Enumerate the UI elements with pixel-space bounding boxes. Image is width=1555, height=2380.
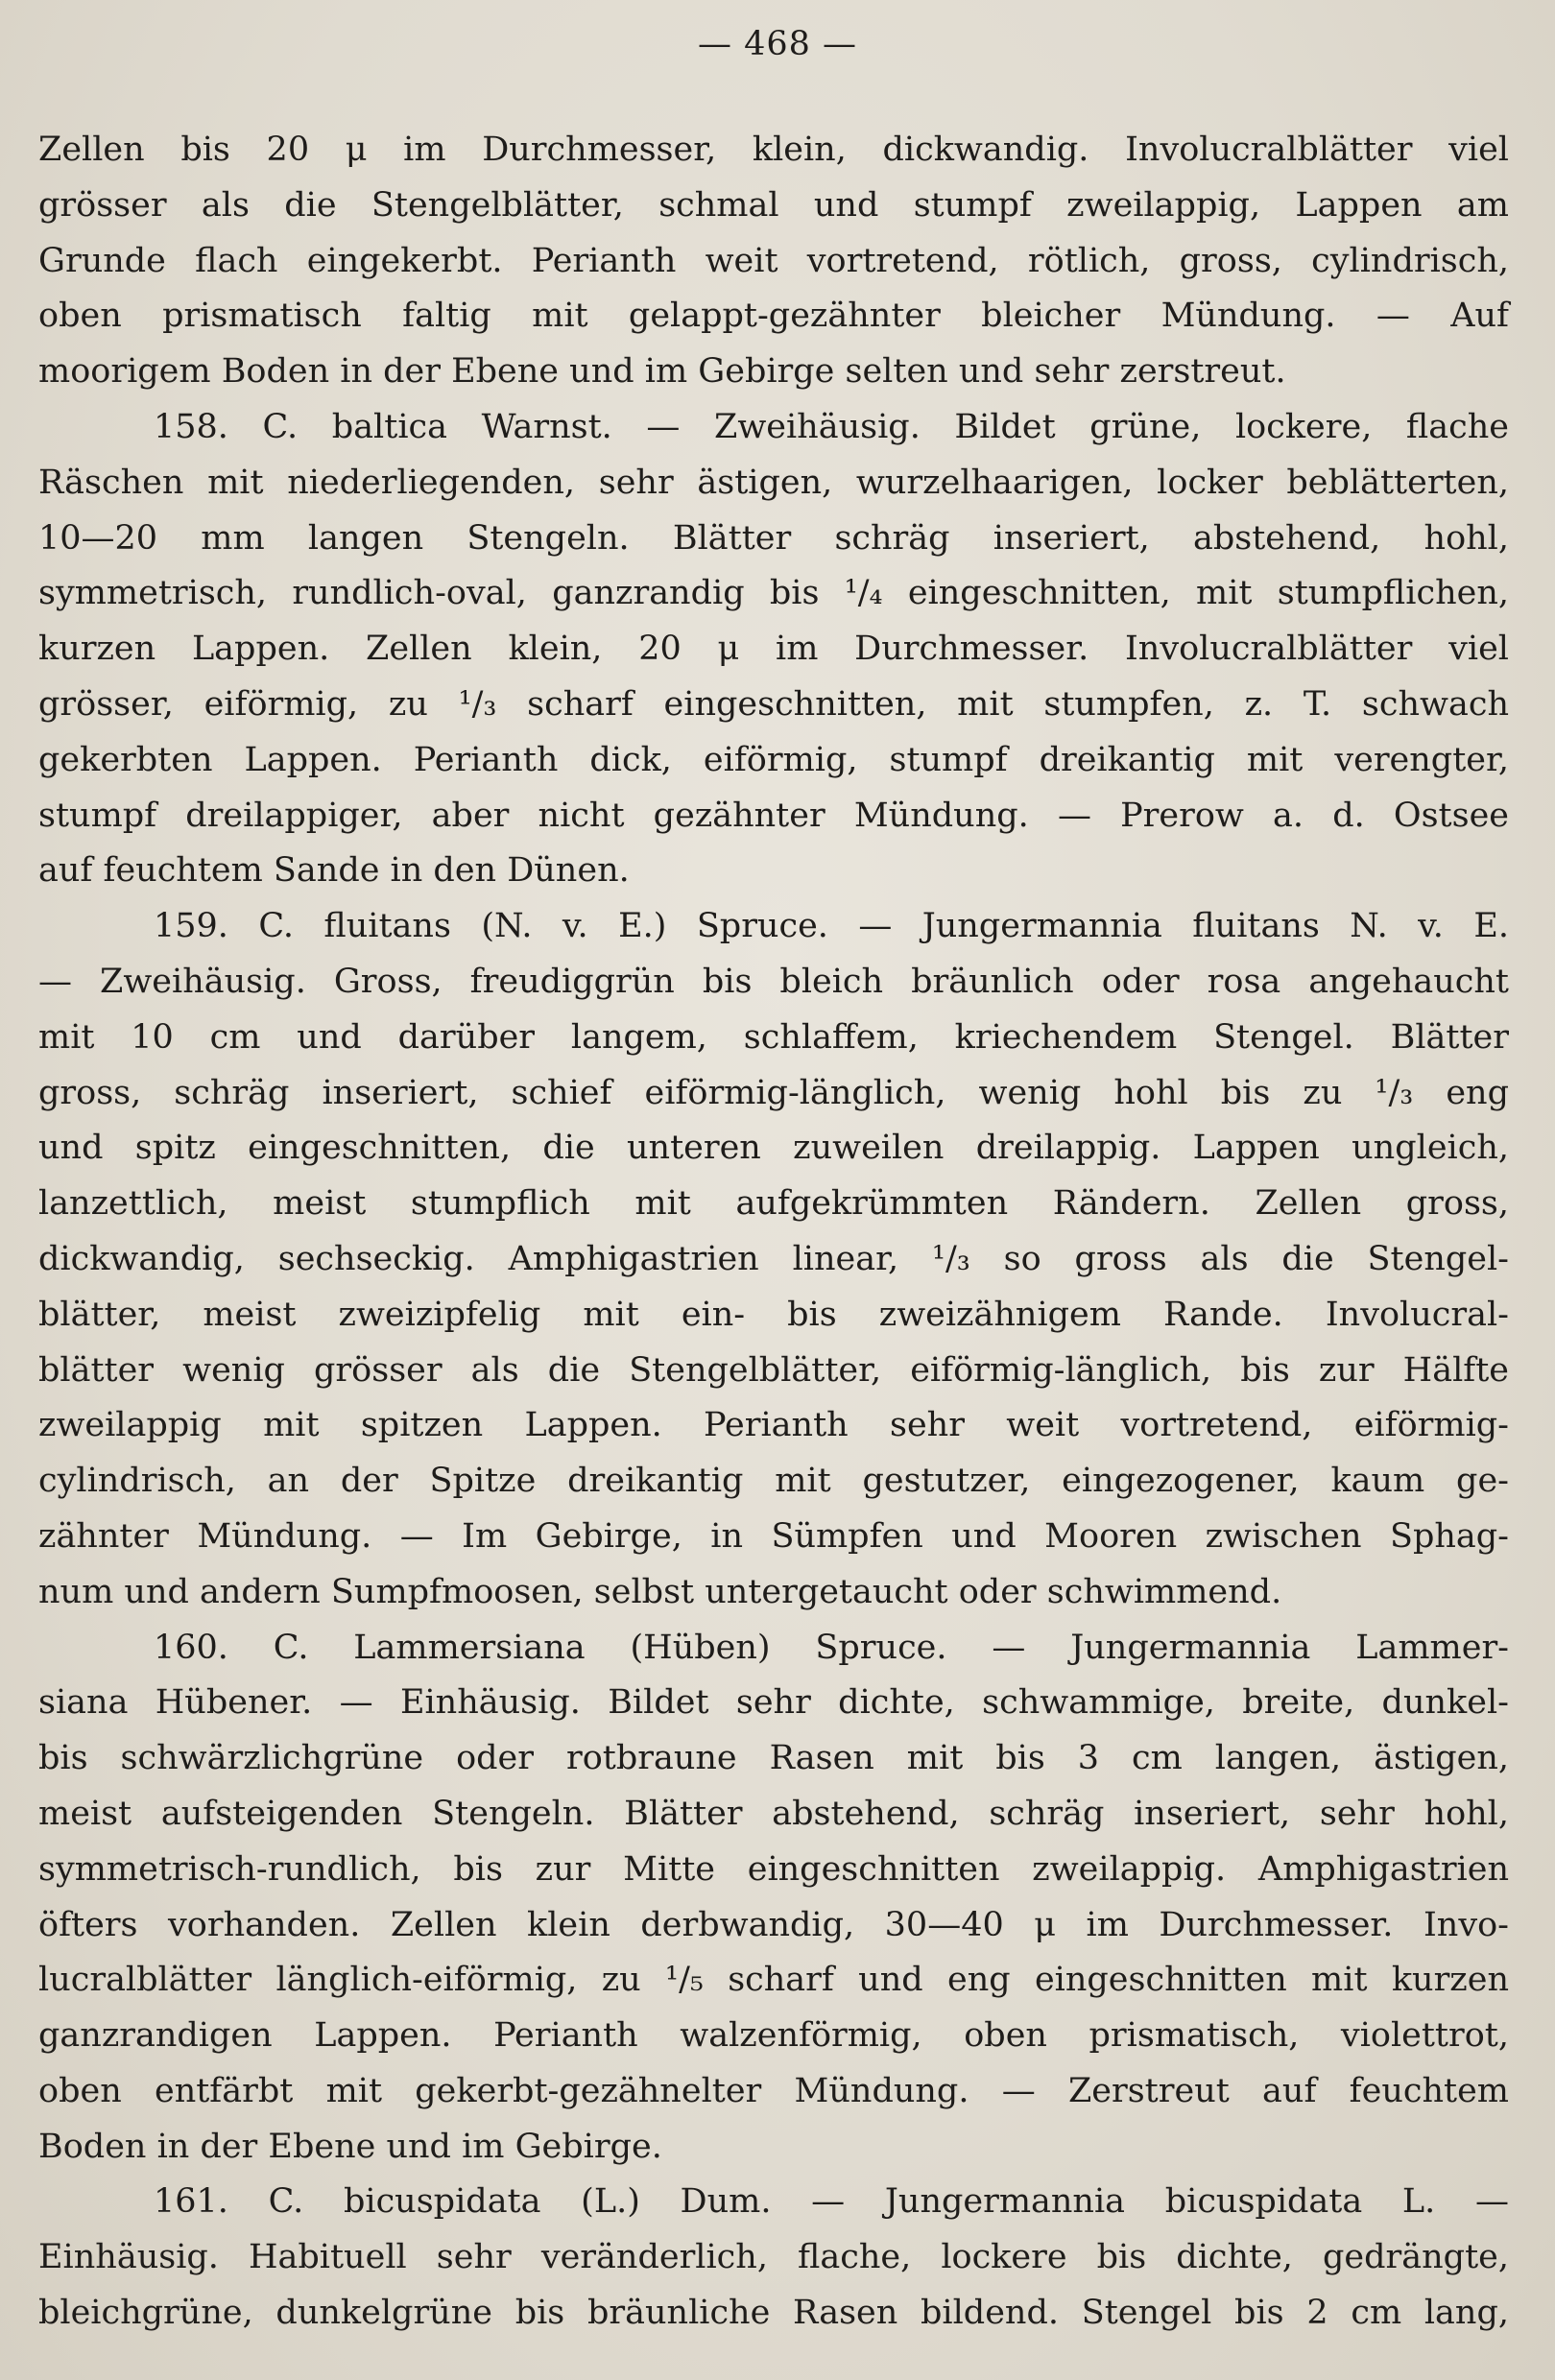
text-line: Einhäusig. Habituell sehr veränderlich, flache, lockere bis dichte, gedrängte,: [38, 2238, 1509, 2277]
text-line: meist aufsteigenden Stengeln. Blätter abstehend, schräg inseriert, sehr hohl,: [38, 1794, 1509, 1833]
text-line: 10—20 mm langen Stengeln. Blätter schräg inseriert, abstehend, hohl,: [38, 518, 1509, 558]
body-text: [38, 123, 1509, 2342]
entry-160-heading-line: 160. C. Lammersiana (Hüben) Spruce. — Jungermannia Lammer-: [154, 1628, 1509, 1667]
text-line: Boden in der Ebene und im Gebirge.: [38, 2127, 662, 2166]
entry-158-heading-line: 158. C. baltica Warnst. — Zweihäusig. Bildet grüne, lockere, flache: [154, 407, 1509, 446]
text-line: blätter wenig grösser als die Stengelblätter, eiförmig-länglich, bis zur Hälfte: [38, 1350, 1509, 1390]
text-line: öfters vorhanden. Zellen klein derbwandig, 30—40 μ im Durchmesser. Invo-: [38, 1905, 1509, 1944]
text-line: siana Hübener. — Einhäusig. Bildet sehr dichte, schwammige, breite, dunkel-: [38, 1683, 1509, 1723]
text-line: stumpf dreilappiger, aber nicht gezähnter Mündung. — Prerow a. d. Ostsee: [38, 796, 1509, 835]
text-line: bis schwärzlichgrüne oder rotbraune Rasen mit bis 3 cm langen, ästigen,: [38, 1739, 1509, 1778]
text-line: symmetrisch, rundlich-oval, ganzrandig bis ¹/₄ eingeschnitten, mit stumpflichen,: [38, 574, 1509, 613]
entry-159-heading-line: 159. C. fluitans (N. v. E.) Spruce. — Jungermannia fluitans N. v. E.: [154, 907, 1509, 946]
text-line: bleichgrüne, dunkelgrüne bis bräunliche Rasen bildend. Stengel bis 2 cm lang,: [38, 2294, 1509, 2333]
text-line: gekerbten Lappen. Perianth dick, eiförmig, stumpf dreikantig mit verengter,: [38, 740, 1509, 779]
text-line: blätter, meist zweizipfelig mit ein- bis zweizähnigem Rande. Involucral-: [38, 1295, 1509, 1334]
text-line: oben entfärbt mit gekerbt-gezähnelter Mündung. — Zerstreut auf feuchtem: [38, 2071, 1509, 2110]
text-line: grösser, eiförmig, zu ¹/₃ scharf eingeschnitten, mit stumpfen, z. T. schwach: [38, 684, 1509, 724]
entry-161-heading-line: 161. C. bicuspidata (L.) Dum. — Jungermannia bicuspidata L. —: [154, 2182, 1509, 2222]
text-line: ganzrandigen Lappen. Perianth walzenförmig, oben prismatisch, violettrot,: [38, 2016, 1509, 2056]
text-line: Zellen bis 20 μ im Durchmesser, klein, dickwandig. Involucralblätter viel: [38, 131, 1509, 169]
text-line: grösser als die Stengelblätter, schmal und stumpf zweilappig, Lappen am: [38, 185, 1509, 225]
text-line: Grunde flach eingekerbt. Perianth weit vortretend, rötlich, gross, cylindrisch,: [38, 241, 1509, 280]
text-line: mit 10 cm und darüber langem, schlaffem, kriechendem Stengel. Blätter: [38, 1017, 1509, 1057]
text-line: auf feuchtem Sande in den Dünen.: [38, 851, 630, 891]
text-line: gross, schräg inseriert, schief eiförmig-länglich, wenig hohl bis zu ¹/₃ eng: [38, 1073, 1509, 1112]
text-line: — Zweihäusig. Gross, freudiggrün bis bleich bräunlich oder rosa angehaucht: [38, 962, 1509, 1001]
text-line: moorigem Boden in der Ebene und im Gebirge selten und sehr zerstreut.: [38, 352, 1286, 392]
text-line: symmetrisch-rundlich, bis zur Mitte eingeschnitten zweilappig. Amphigastrien: [38, 1849, 1509, 1889]
text-line: und spitz eingeschnitten, die unteren zuweilen dreilappig. Lappen ungleich,: [38, 1129, 1509, 1168]
text-line: num und andern Sumpfmoosen, selbst untergetaucht oder schwimmend.: [38, 1572, 1282, 1611]
text-line: lucralblätter länglich-eiförmig, zu ¹/₅ scharf und eng eingeschnitten mit kurzen: [38, 1961, 1509, 2000]
text-line: lanzettlich, meist stumpflich mit aufgekrümmten Rändern. Zellen gross,: [38, 1184, 1509, 1224]
text-line: zähnter Mündung. — Im Gebirge, in Sümpfen und Mooren zwischen Sphag-: [38, 1516, 1509, 1556]
page-number: — 468 —: [697, 25, 858, 63]
text-line: zweilappig mit spitzen Lappen. Perianth sehr weit vortretend, eiförmig-: [38, 1406, 1509, 1445]
text-line: Räschen mit niederliegenden, sehr ästigen, wurzelhaarigen, locker beblätterten,: [38, 463, 1509, 502]
text-line: oben prismatisch faltig mit gelappt-gezähnter bleicher Mündung. — Auf: [38, 297, 1509, 336]
text-line: dickwandig, sechseckig. Amphigastrien linear, ¹/₃ so gross als die Stengel-: [38, 1239, 1509, 1278]
text-line: kurzen Lappen. Zellen klein, 20 μ im Durchmesser. Involucralblätter viel: [38, 630, 1509, 669]
text-line: cylindrisch, an der Spitze dreikantig mit gestutzer, eingezogener, kaum ge-: [38, 1462, 1509, 1501]
